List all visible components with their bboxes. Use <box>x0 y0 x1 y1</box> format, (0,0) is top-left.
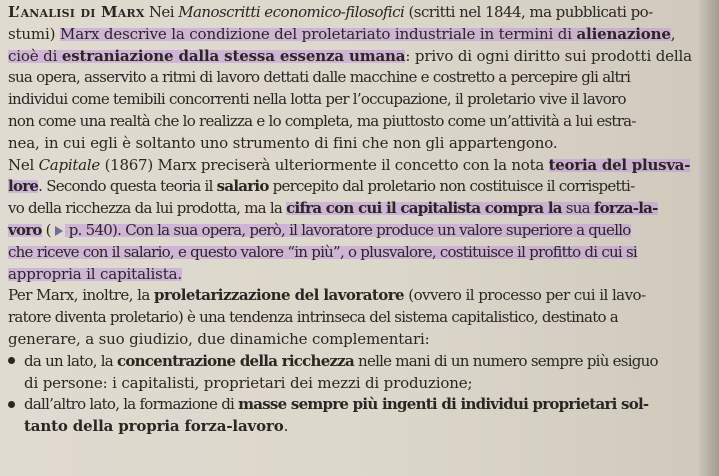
paragraph-1-line-4: sua opera, asservito a ritmi di lavoro dettati dalle macchine e costretto a percepire gli altri <box>8 68 631 87</box>
section-heading: L’analisi di Marx <box>8 3 145 21</box>
bold-term-forza-lavoro: forza-la- <box>593 199 658 218</box>
paragraph-3-line-3: generare, a suo giudizio, due dinamiche complementari: <box>8 329 430 348</box>
paragraph-3-line-2: ratore diventa proletario) è una tendenza intrinseca del sistema capitalistico, destinato a <box>8 308 619 327</box>
bold-term-proletarizzazione: proletarizzazione del lavoratore <box>154 286 405 305</box>
paragraph-1-line-1: L’analisi di Marx Nei Manoscritti economico-filosofici (scritti nel 1844, ma pubblicati po- <box>8 3 653 21</box>
work-title-manoscritti: Manoscritti economico-filosofici <box>178 3 405 21</box>
bullet-2-line-2: tanto della propria forza-lavoro. <box>24 417 289 436</box>
highlighted-text: Marx descrive la condizione del proletariato industriale in termini di <box>59 24 577 43</box>
bullet-1-line-1: da un lato, la concentrazione della ricchezza nelle mani di un numero sempre più esiguo <box>8 351 698 373</box>
bullet-1-line-2: di persone: i capitalisti, proprietari dei mezzi di produzione; <box>24 373 473 392</box>
bold-term-concentrazione: concentrazione della ricchezza <box>117 351 355 370</box>
bold-term-estraniazione: estraniazione dalla stessa essenza umana <box>61 46 406 65</box>
bold-term-alienazione: alienazione <box>576 24 671 43</box>
page-reference-arrow-icon <box>55 226 63 236</box>
bullet-2-line-1: dall’altro lato, la formazione di masse sempre più ingenti di individui proprietari sol- <box>8 394 698 416</box>
paragraph-2-line-3: vo della ricchezza da lui prodotta, ma la cifra con cui il capitalista compra la sua forza-la- <box>8 199 658 218</box>
paragraph-1-line-6: non come una realtà che lo realizza e lo completa, ma piuttosto come un’attività a lui estra- <box>8 111 636 130</box>
bold-term-salario: salario <box>216 177 269 196</box>
bullet-icon <box>8 357 15 364</box>
bold-term-plusvalore: teoria del plusva- <box>548 155 691 174</box>
paragraph-1-line-5: individui come temibili concorrenti nella lotta per l’occupazione, il proletario vive il lavoro <box>8 90 626 109</box>
paragraph-2-line-6: appropria il capitalista. <box>8 264 182 283</box>
page-edge-shadow <box>697 0 719 476</box>
paragraph-1-line-3: cioè di estraniazione dalla stessa essenza umana: privo di ogni diritto sui prodotti della <box>8 46 692 65</box>
paragraph-1-line-2: stumi) Marx descrive la condizione del proletariato industriale in termini di alienazione, <box>8 24 676 43</box>
bold-term-cifra: cifra con cui il capitalista compra la <box>286 199 562 218</box>
paragraph-2-line-4: voro ( p. 540). Con la sua opera, però, il lavoratore produce un valore superiore a quello <box>8 220 631 239</box>
paragraph-2-line-5: che riceve con il salario, e questo valore “in più”, o plusvalore, costituisce il profitto di cui si <box>8 242 637 261</box>
bullet-icon <box>8 401 15 408</box>
paragraph-2-line-2: lore. Secondo questa teoria il salario percepito dal proletario non costituisce il corrispetti- <box>8 177 635 196</box>
bold-term-masse: masse sempre più ingenti di individui proprietari sol- <box>238 395 649 414</box>
page-content <box>8 2 698 438</box>
paragraph-2-line-1: Nel Capitale (1867) Marx preciserà ulteriormente il concetto con la nota teoria del plusva- <box>8 155 691 174</box>
paragraph-3-line-1: Per Marx, inoltre, la proletarizzazione del lavoratore (ovvero il processo per cui il lavo- <box>8 286 646 305</box>
work-title-capitale: Capitale <box>38 155 101 174</box>
paragraph-1-line-7: nea, in cui egli è soltanto uno strumento di fini che non gli appartengono. <box>8 133 558 152</box>
